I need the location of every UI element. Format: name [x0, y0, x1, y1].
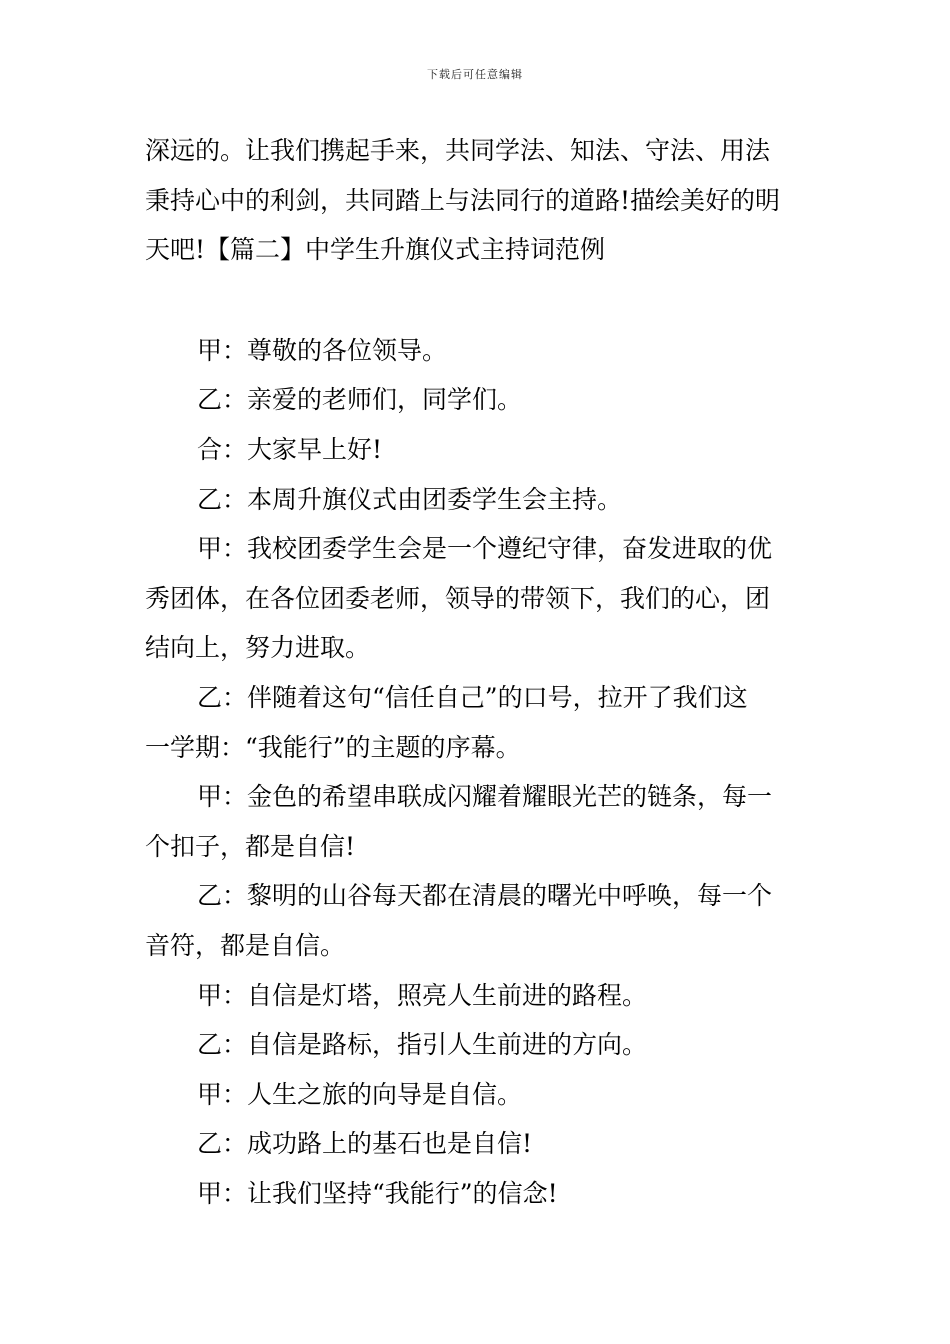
- intro-line: 秉持心中的利剑，共同踏上与法同行的道路!描绘美好的明: [145, 185, 781, 215]
- dialogue-line: 乙：黎明的山谷每天都在清晨的曙光中呼唤，每一个: [197, 881, 773, 911]
- dialogue-line: 乙：自信是路标，指引人生前进的方向。: [197, 1030, 648, 1060]
- dialogue-line: 甲：我校团委学生会是一个遵纪守律，奋发进取的优: [197, 534, 773, 564]
- dialogue-line: 乙：成功路上的基石也是自信!: [197, 1129, 533, 1159]
- dialogue-line: 甲：尊敬的各位领导。: [197, 335, 448, 365]
- document-body: [145, 126, 807, 1218]
- dialogue-line: 个扣子，都是自信!: [145, 831, 356, 861]
- dialogue-line: 甲：自信是灯塔，照亮人生前进的路程。: [197, 980, 648, 1010]
- dialogue-line: 合：大家早上好!: [197, 434, 383, 464]
- dialogue-line: 乙：亲爱的老师们，同学们。: [197, 385, 523, 415]
- dialogue-line: 甲：金色的希望串联成闪耀着耀眼光芒的链条，每一: [197, 782, 773, 812]
- dialogue-line: 一学期：“我能行”的主题的序幕。: [145, 732, 521, 762]
- dialogue-line: 秀团体，在各位团委老师，领导的带领下，我们的心，团: [145, 583, 771, 613]
- dialogue-line: 音符，都是自信。: [145, 930, 346, 960]
- dialogue-line: 结向上，努力进取。: [145, 633, 371, 663]
- header-note: 下载后可任意编辑: [427, 68, 523, 81]
- dialogue-line: 甲：人生之旅的向导是自信。: [197, 1079, 523, 1109]
- dialogue-line: 乙：本周升旗仪式由团委学生会主持。: [197, 484, 623, 514]
- dialogue-line: 乙：伴随着这句“信任自己”的口号，拉开了我们这: [197, 682, 748, 712]
- intro-line: 深远的。让我们携起手来，共同学法、知法、守法、用法: [145, 136, 771, 165]
- intro-line: 天吧!【篇二】中学生升旗仪式主持词范例: [145, 235, 606, 265]
- paragraph-gap: [145, 275, 807, 326]
- dialogue-line: 甲：让我们坚持“我能行”的信念!: [197, 1178, 558, 1208]
